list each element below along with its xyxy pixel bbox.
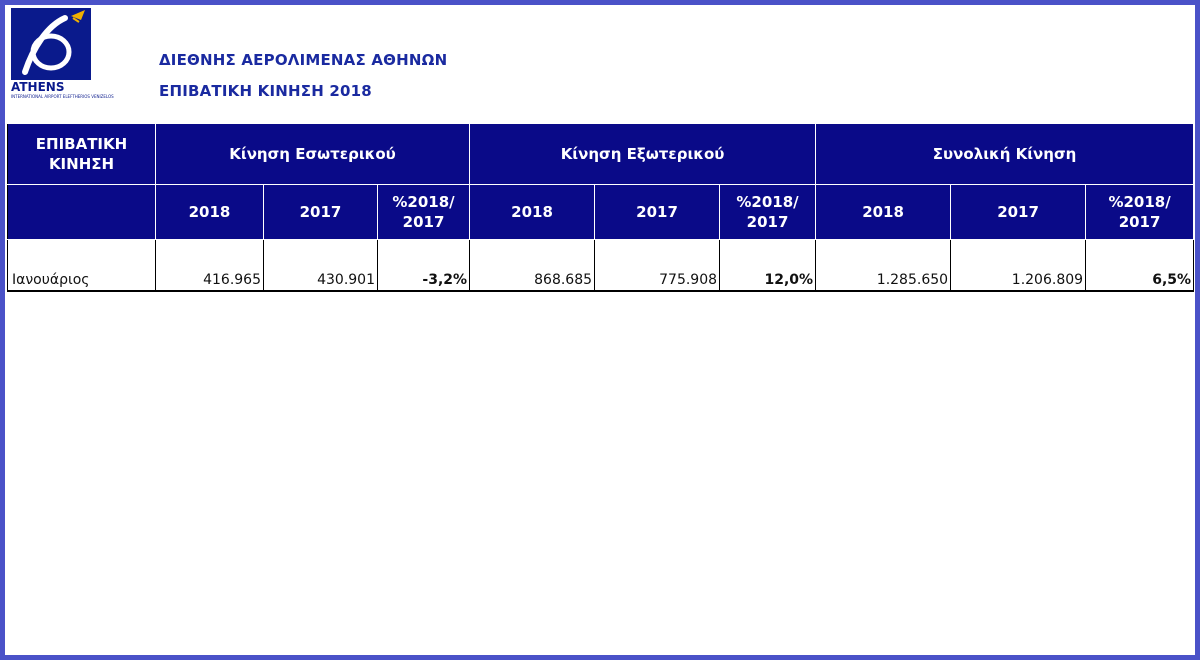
logo-name: ATHENS — [11, 80, 65, 94]
domestic-pct-cell: -3,2% — [378, 240, 470, 292]
logo-mark — [11, 8, 91, 80]
col-header-international-2017: 2017 — [595, 185, 720, 240]
group-header-domestic: Κίνηση Εσωτερικού — [156, 124, 470, 185]
passenger-traffic-table — [7, 123, 1194, 292]
total-2017-cell: 1.206.809 — [951, 240, 1086, 292]
corner-header-blank — [8, 185, 156, 240]
total-pct-cell: 6,5% — [1086, 240, 1194, 292]
total-2018-cell: 1.285.650 — [816, 240, 951, 292]
international-2017-cell: 775.908 — [595, 240, 720, 292]
group-header-total: Συνολική Κίνηση — [816, 124, 1194, 185]
col-header-total-pct: %2018/ 2017 — [1086, 185, 1194, 240]
international-pct-cell: 12,0% — [720, 240, 816, 292]
airplane-icon — [11, 8, 91, 80]
month-cell: Ιανουάριος — [8, 240, 156, 292]
page-frame — [5, 5, 1195, 655]
col-header-total-2017: 2017 — [951, 185, 1086, 240]
col-header-domestic-2018: 2018 — [156, 185, 264, 240]
page-title: ΔΙΕΘΝΗΣ ΑΕΡΟΛΙΜΕΝΑΣ ΑΘΗΝΩΝ — [159, 51, 448, 69]
col-header-domestic-pct: %2018/ 2017 — [378, 185, 470, 240]
logo-subtitle: INTERNATIONAL AIRPORT ELEFTHERIOS VENIZELOS — [11, 94, 114, 99]
domestic-2018-cell: 416.965 — [156, 240, 264, 292]
page-subtitle: ΕΠΙΒΑΤΙΚΗ ΚΙΝΗΣΗ 2018 — [159, 82, 372, 100]
international-2018-cell: 868.685 — [470, 240, 595, 292]
col-header-international-2018: 2018 — [470, 185, 595, 240]
col-header-international-pct: %2018/ 2017 — [720, 185, 816, 240]
domestic-2017-cell: 430.901 — [264, 240, 378, 292]
group-header-international: Κίνηση Εξωτερικού — [470, 124, 816, 185]
col-header-domestic-2017: 2017 — [264, 185, 378, 240]
corner-header: ΕΠΙΒΑΤΙΚΗ ΚΙΝΗΣΗ — [8, 124, 156, 185]
table-row — [8, 240, 1194, 292]
athens-airport-logo — [11, 8, 114, 108]
col-header-total-2018: 2018 — [816, 185, 951, 240]
